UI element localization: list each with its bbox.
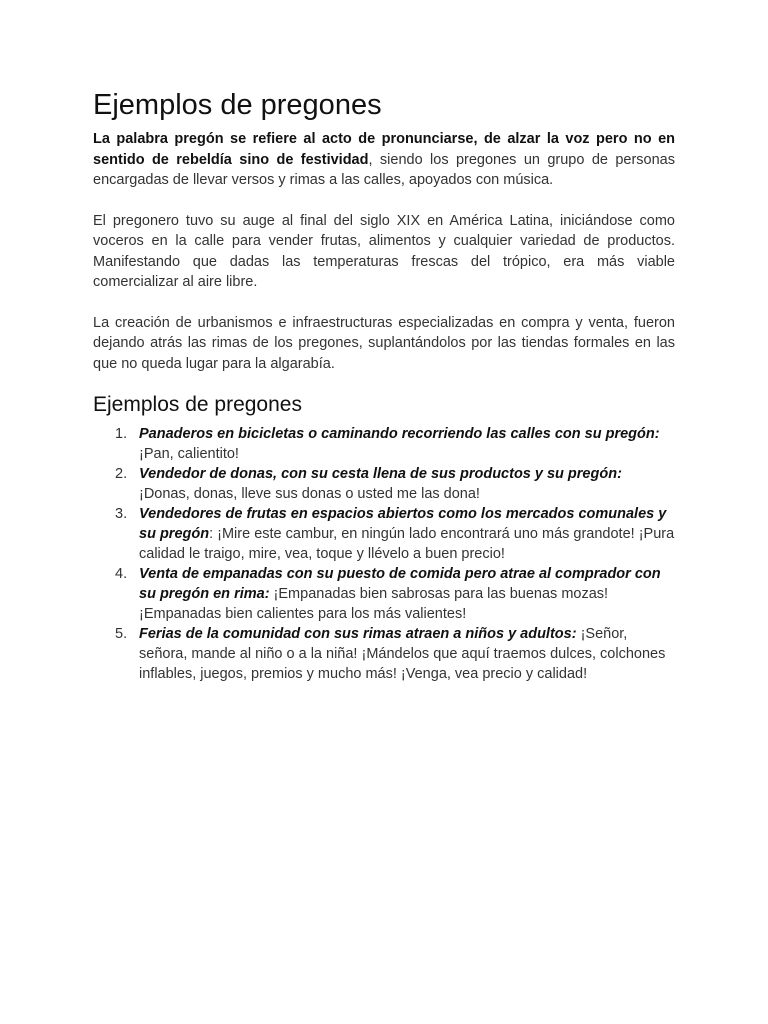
examples-list xyxy=(93,424,675,684)
page-title: Ejemplos de pregones xyxy=(93,89,382,121)
list-item-text: : ¡Mire este cambur, en ningún lado encontrará uno más grandote! ¡Pura calidad le traigo, mire, vea, toque y llévelo a buen precio! xyxy=(139,526,675,562)
section-heading: Ejemplos de pregones xyxy=(93,393,302,416)
list-item-lead: Ferias de la comunidad con sus rimas atraen a niños y adultos: xyxy=(139,626,577,642)
intro-paragraph xyxy=(93,129,675,191)
list-item-lead: Vendedores de frutas en espacios abiertos como los mercados comunales y su pregón xyxy=(139,506,667,542)
intro-text: , siendo los pregones un grupo de personas encargadas de llevar versos y rimas a las calles, apoyados con música. xyxy=(93,151,675,188)
body-paragraph-history: El pregonero tuvo su auge al final del siglo XIX en América Latina, iniciándose como voceros en la calle para vender frutas, alimentos y cualquier variedad de productos. Manifestando que dadas las temperaturas frescas del trópico, era más viable comercializar al aire libre. xyxy=(93,212,675,290)
list-item-number: 1. xyxy=(115,426,128,442)
document-page xyxy=(93,88,675,684)
body-paragraph-urbanism: La creación de urbanismos e infraestructuras especializadas en compra y venta, fueron dejando atrás las rimas de los pregones, suplantándolos por las tiendas formales en las que no queda lugar para la algarabía. xyxy=(93,314,675,372)
list-item-text: ¡Pan, calientito! xyxy=(139,446,239,462)
list-item xyxy=(93,464,675,504)
list-item-number: 4. xyxy=(115,566,128,582)
list-item-number: 3. xyxy=(115,506,128,522)
list-item-text: ¡Empanadas bien sabrosas para las buenas mozas! ¡Empanadas bien calientes para los más valientes! xyxy=(139,586,609,622)
list-item-text: ¡Donas, donas, lleve sus donas o usted me las dona! xyxy=(139,486,480,502)
list-item-number: 2. xyxy=(115,466,128,482)
list-item-text: ¡Señor, señora, mande al niño o a la niña! ¡Mándelos que aquí traemos dulces, colchones inflables, juegos, premios y mucho más! ¡Venga, vea precio y calidad! xyxy=(139,626,666,682)
list-item xyxy=(93,564,675,624)
intro-bold-text: La palabra pregón se refiere al acto de pronunciarse, de alzar la voz pero no en sentido de rebeldía sino de festividad xyxy=(93,131,675,168)
list-item-lead: Venta de empanadas con su puesto de comida pero atrae al comprador con su pregón en rima: xyxy=(139,566,661,602)
list-item-number: 5. xyxy=(115,626,128,642)
list-item-lead: Panaderos en bicicletas o caminando recorriendo las calles con su pregón: xyxy=(139,426,660,442)
list-item xyxy=(93,424,675,464)
list-item-lead: Vendedor de donas, con su cesta llena de sus productos y su pregón: xyxy=(139,466,622,482)
list-item xyxy=(93,624,675,684)
list-item xyxy=(93,504,675,564)
